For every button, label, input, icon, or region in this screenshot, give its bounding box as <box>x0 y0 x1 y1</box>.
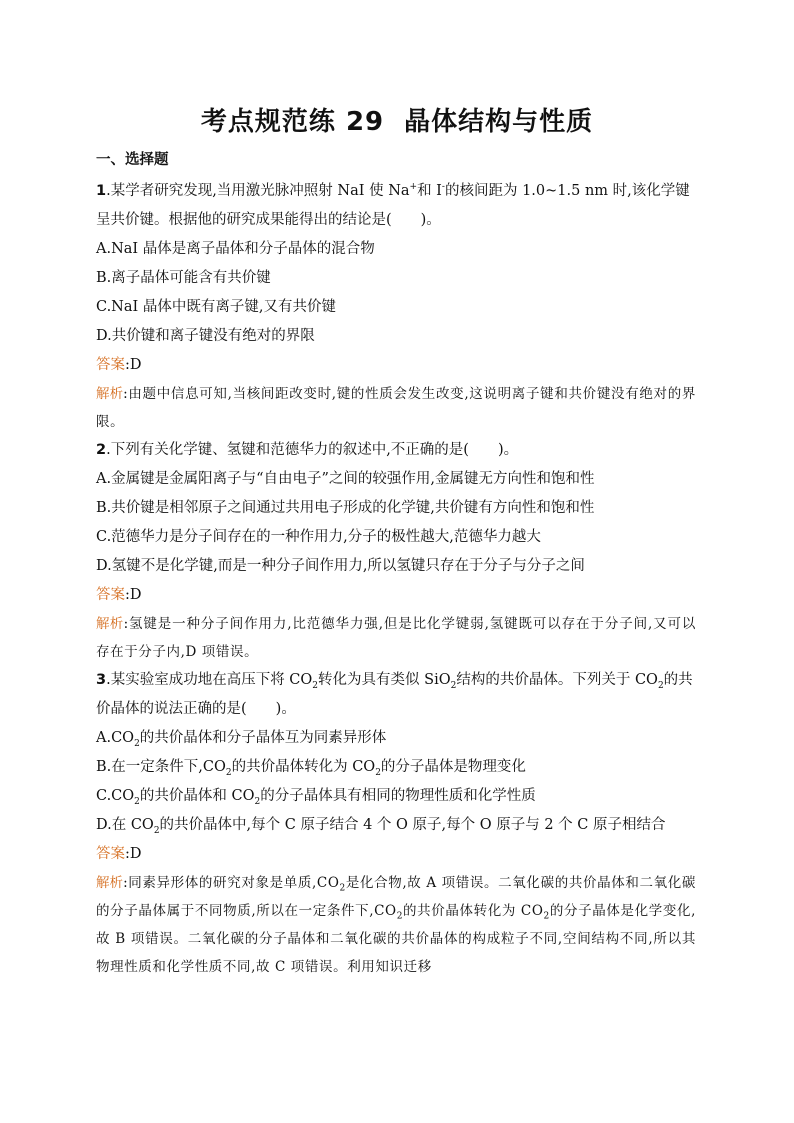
title-text: 考点规范练 <box>200 107 336 137</box>
question-number: 1 <box>96 183 107 199</box>
question-3-option-a: $A.CO_2$的共价晶体和分子晶体互为同素异形体 <box>96 730 387 749</box>
question-2-stem: 2.下列有关化学键、氢键和范德华力的叙述中,不正确的是( )。 <box>96 442 519 458</box>
question-3-option-d: D.在 $CO_2$的共价晶体中,每个 C 原子结合 4 个 O 原子,每个 O 原子与 2 个 C 原子相结合 <box>96 817 666 836</box>
answer-label: 答案 <box>96 357 125 373</box>
question-1-option-b: B.离子晶体可能含有共价键 <box>96 270 271 286</box>
answer-label: 答案 <box>96 846 125 862</box>
question-number: 3 <box>96 672 107 688</box>
question-2-option-d: D.氢键不是化学键,而是一种分子间作用力,所以氢键只存在于分子与分子之间 <box>96 558 585 574</box>
page-title <box>0 104 794 140</box>
document-body <box>96 148 696 981</box>
question-1-option-d: D.共价键和离子键没有绝对的界限 <box>96 328 315 344</box>
question-2-explanation: 解析:氢键是一种分子间作用力,比范德华力强,但是比化学键弱,氢键既可以存在于分子间,又可以存在于分子内,D 项错误。 <box>96 616 697 660</box>
title-number: 29 <box>345 107 385 137</box>
explanation-label: 解析 <box>96 616 124 632</box>
question-3-explanation: 解析:同素异形体的研究对象是单质$,CO_2$是化合物,故 A 项错误。二氧化碳的共价晶体和二氧化碳的分子晶体属于不同物质,所以在一定条件下$,CO_2$的共价晶体转化为 $CO_2$的分子晶体是化学变化,故 B 项错误。二氧化碳的分子晶体和二氧化碳的共价晶体的构成粒子不同,空间结构不同,所以其物理性质和化学性质不同,故 C 项错误。利用知识迁移 <box>96 875 697 975</box>
question-3-answer: 答案:D <box>96 846 142 862</box>
answer-label: 答案 <box>96 587 125 603</box>
question-3-option-c: $C.CO_2$的共价晶体和 $CO_2$的分子晶体具有相同的物理性质和化学性质 <box>96 788 536 807</box>
question-2-answer: 答案:D <box>96 587 142 603</box>
section-heading: 一、选择题 <box>96 152 169 168</box>
question-3-option-b: B.在一定条件下$,CO_2$的共价晶体转化为 $CO_2$的分子晶体是物理变化 <box>96 759 526 778</box>
question-number: 2 <box>96 442 107 458</box>
question-3-stem: 3.某实验室成功地在高压下将 $CO_2$转化为具有类似 SiO$_2$结构的共价晶体。下列关于 $CO_2$的共价晶体的说法正确的是( )。 <box>96 672 693 717</box>
title-subject: 晶体结构与性质 <box>404 107 594 137</box>
question-1-option-a: A.NaI 晶体是离子晶体和分子晶体的混合物 <box>96 241 375 257</box>
explanation-label: 解析 <box>96 875 124 891</box>
explanation-label: 解析 <box>96 386 124 402</box>
question-1-option-c: C.NaI 晶体中既有离子键,又有共价键 <box>96 299 336 315</box>
question-1-stem: 1.某学者研究发现,当用激光脉冲照射 NaI 使 Na+和 I-的核间距为 1.0~1.5 nm 时,该化学键呈共价键。根据他的研究成果能得出的结论是( )。 <box>96 182 690 228</box>
question-1-explanation: 解析:由题中信息可知,当核间距改变时,键的性质会发生改变,这说明离子键和共价键没有绝对的界限。 <box>96 386 696 430</box>
question-2-option-c: C.范德华力是分子间存在的一种作用力,分子的极性越大,范德华力越大 <box>96 529 541 545</box>
question-2-option-b: B.共价键是相邻原子之间通过共用电子形成的化学键,共价键有方向性和饱和性 <box>96 500 595 516</box>
question-1-answer: 答案:D <box>96 357 142 373</box>
question-2-option-a: A.金属键是金属阳离子与“自由电子”之间的较强作用,金属键无方向性和饱和性 <box>96 471 595 487</box>
